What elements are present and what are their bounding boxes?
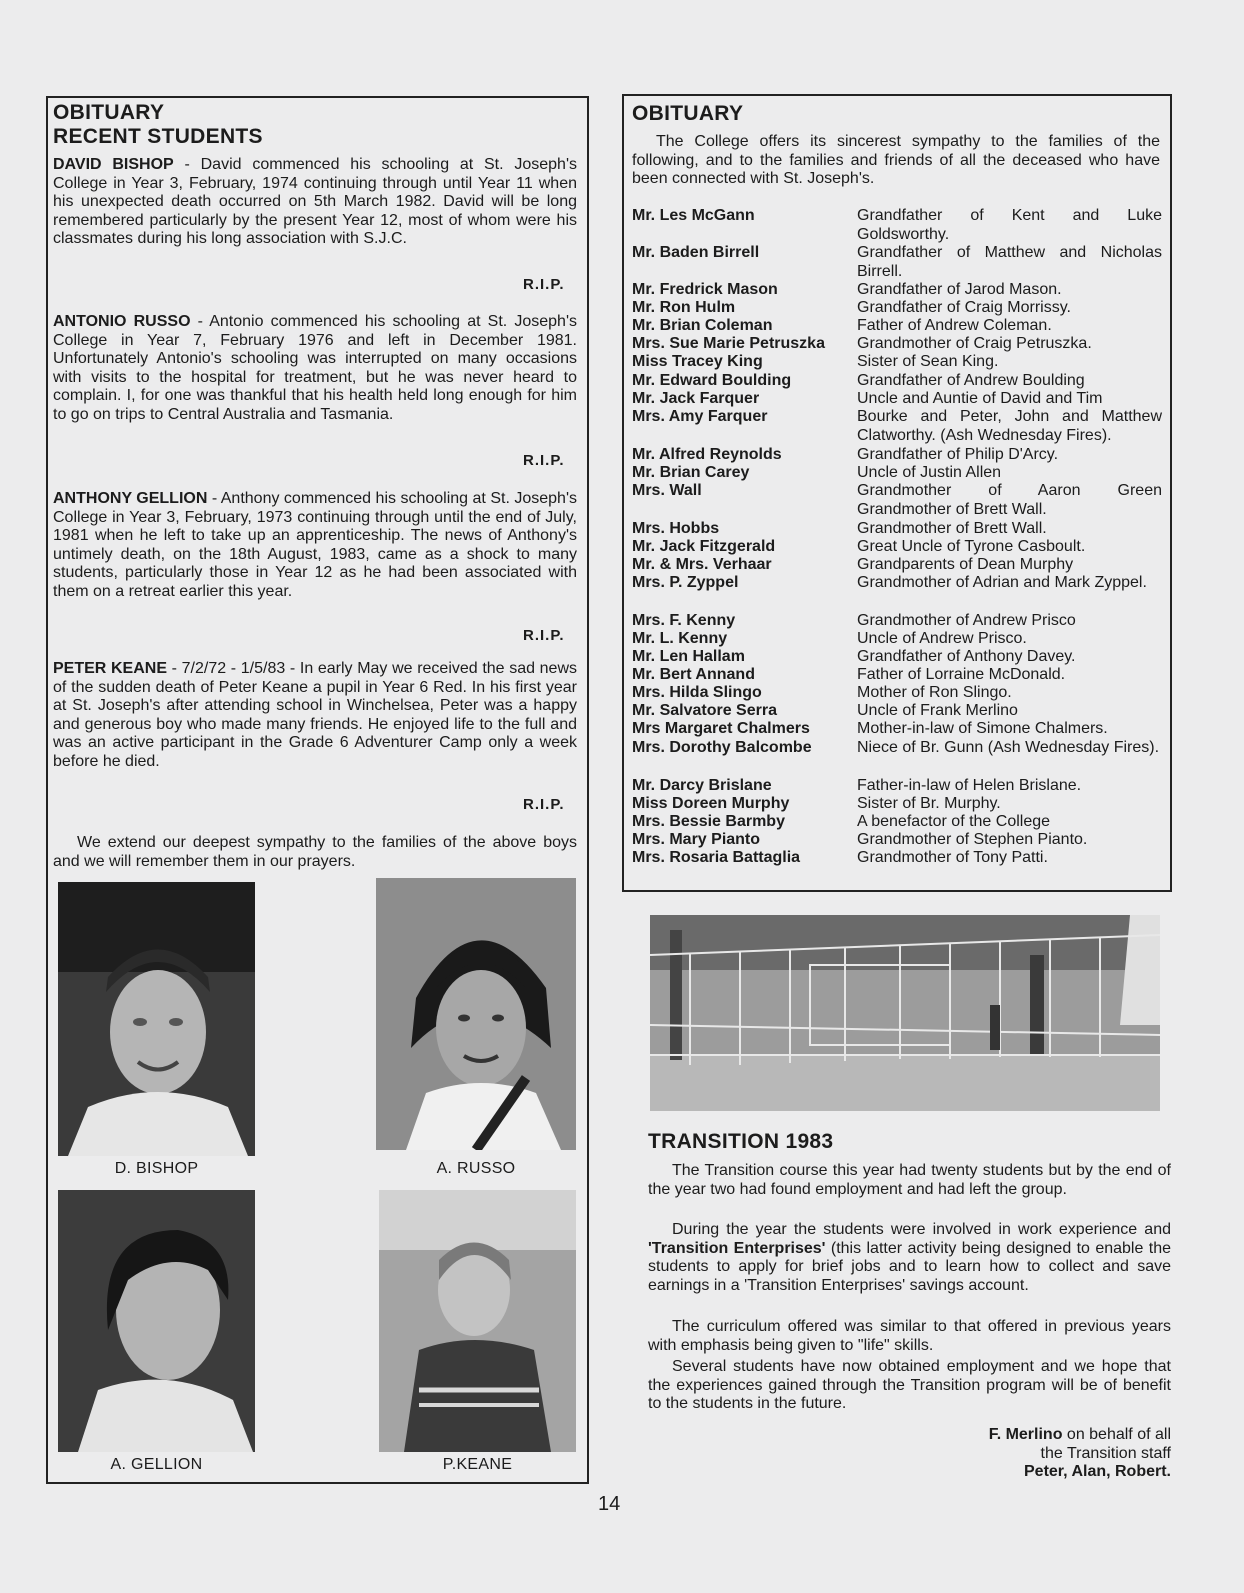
transition-p4: Several students have now obtained employment and we hope that the experiences gained through the Transition program will be of benefit to the students in the future.: [648, 1358, 1171, 1412]
obituary-relation: Uncle of Andrew Prisco.: [857, 630, 1027, 647]
left-title: [53, 101, 263, 149]
obituary-relation: Father of Lorraine McDonald.: [857, 666, 1066, 683]
entry-text: - David commenced his schooling at St. Joseph's College in Year 3, February, 1974 continuing through until Year 11 when his unexpected death occurred on 5th March 1982. David will be long remembered particularly by the present Year 12, most of whom were his classmates during his long association with S.J.C.: [53, 156, 577, 247]
obituary-name: Mr. L. Kenny: [632, 630, 728, 647]
obituary-name: Mr. Les McGann: [632, 207, 755, 224]
obituary-name: Mr. Jack Fitzgerald: [632, 538, 776, 555]
obituary-relation: Grandfather of Kent and Luke Goldsworthy.: [857, 207, 1162, 243]
obituary-relation: Grandfather of Jarod Mason.: [857, 281, 1062, 298]
obituary-name: Mrs. Wall: [632, 482, 702, 499]
obituary-name: Mr. Brian Coleman: [632, 317, 773, 334]
obituary-name: Mr. & Mrs. Verhaar: [632, 556, 772, 573]
right-intro: The College offers its sincerest sympathy to the families of the following, and to the families and friends of all the deceased who have been connected with St. Joseph's.: [632, 133, 1160, 187]
obituary-relation: Grandparents of Dean Murphy: [857, 556, 1074, 573]
obituary-name: Mrs. Hilda Slingo: [632, 684, 762, 701]
transition-p1: The Transition course this year had twenty students but by the end of the year two had found employment and had left the group.: [648, 1162, 1171, 1198]
tennis-court-image: [650, 915, 1160, 1111]
obituary-name: Mrs. Sue Marie Petruszka: [632, 335, 825, 352]
caption-keane: P.KEANE: [442, 1456, 513, 1473]
obituary-name: Mr. Baden Birrell: [632, 244, 760, 261]
entry-name: ANTONIO RUSSO: [53, 313, 191, 330]
entry-text: - Antonio commenced his schooling at St. Joseph's College in Year 7, February 1976 and left in December 1981. Unfortunately Antonio's schooling was interrupted on many occasions with visits to the hospital for treatment, but he was never heard to complain. I, for one was thankful that his health held long enough for him to go on trips to Central Australia and Tasmania.: [53, 313, 578, 423]
caption-russo: A. RUSSO: [436, 1160, 516, 1177]
obituary-relation: A benefactor of the College: [857, 813, 1051, 830]
obituary-relation: Uncle and Auntie of David and Tim: [857, 390, 1103, 407]
signature-name: F. Merlino: [988, 1426, 1063, 1443]
entry-text: - 7/2/72 - 1/5/83 - In early May we received the sad news of the sudden death of Peter Keane a pupil in Year 6 Red. In his first year at St. Joseph's after attending school in Winchelsea, Peter was a happy and generous boy who made many friends. He enjoyed life to the full and was an active participant in the Grade 6 Adventurer Camp only a week before he died.: [53, 660, 578, 770]
rip-label: R.I.P.: [523, 452, 565, 469]
transition-photo: [650, 915, 1160, 1111]
caption-bishop: D. BISHOP: [114, 1160, 199, 1177]
obituary-relation: Grandfather of Andrew Boulding: [857, 372, 1085, 389]
obituary-name: Mr. Ron Hulm: [632, 299, 736, 316]
obituary-name: Mr. Jack Farquer: [632, 390, 760, 407]
right-title: OBITUARY: [632, 102, 744, 125]
obituary-relation: Uncle of Justin Allen: [857, 464, 1002, 481]
obituary-name: Mrs Margaret Chalmers: [632, 720, 810, 737]
entry-name: ANTHONY GELLION: [53, 490, 208, 507]
obituary-name: Miss Doreen Murphy: [632, 795, 790, 812]
transition-p2-a: During the year the students were involved in work experience and: [672, 1221, 1171, 1238]
entry-russo: [53, 313, 577, 424]
obituary-relation: Mother of Ron Slingo.: [857, 684, 1012, 701]
page-number: 14: [598, 1493, 621, 1515]
obituary-relation: Great Uncle of Tyrone Casboult.: [857, 538, 1086, 555]
signature-line3: Peter, Alan, Robert.: [1024, 1463, 1171, 1480]
obituary-name: Mr. Brian Carey: [632, 464, 750, 481]
photo-bishop: [58, 882, 255, 1156]
obituary-name: Mrs. Mary Pianto: [632, 831, 761, 848]
obituary-name: Mrs. Bessie Barmby: [632, 813, 785, 830]
signature: [848, 1426, 1171, 1482]
obituary-relation: Bourke and Peter, John and Matthew Clatworthy. (Ash Wednesday Fires).: [857, 408, 1162, 444]
entry-text: - Anthony commenced his schooling at St. Joseph's College in Year 3, February, 1973 continuing through until the end of July, 1981 when he left to take up an apprenticeship. The news of Anthony's untimely death, on the 18th August, 1983, came as a shock to many students, particularly those in Year 12 as he had been associated with them on a retreat earlier this year.: [53, 490, 577, 600]
obituary-relation: Grandfather of Philip D'Arcy.: [857, 446, 1059, 463]
obituary-name: Mrs. Amy Farquer: [632, 408, 768, 425]
obituary-name: Mrs. Rosaria Battaglia: [632, 849, 801, 866]
rip-label: R.I.P.: [523, 796, 565, 813]
obituary-name: Mr. Salvatore Serra: [632, 702, 777, 719]
obituary-name: Mrs. P. Zyppel: [632, 574, 739, 591]
obituary-name: Mrs. Dorothy Balcombe: [632, 739, 812, 756]
portrait-image: [58, 882, 255, 1156]
entry-name: DAVID BISHOP: [53, 156, 174, 173]
signature-line1: [848, 1426, 1171, 1445]
obituary-name: Mrs. Hobbs: [632, 520, 720, 537]
obituary-relation: Grandfather of Matthew and Nicholas Birrell.: [857, 244, 1162, 280]
left-title-line2: RECENT STUDENTS: [53, 125, 263, 148]
obituary-name: Mr. Fredrick Mason: [632, 281, 778, 298]
obituary-name: Mr. Darcy Brislane: [632, 777, 772, 794]
entry-bishop: [53, 156, 577, 249]
obituary-relation: Grandmother of Andrew Prisco: [857, 612, 1076, 629]
left-title-line1: OBITUARY: [53, 101, 165, 124]
obituary-relation: Grandmother of Stephen Pianto.: [857, 831, 1088, 848]
obituary-relation: Grandfather of Anthony Davey.: [857, 648, 1076, 665]
entry-gellion: [53, 490, 577, 601]
photo-keane: [379, 1190, 576, 1452]
transition-p2-b: (this latter activity being designed to enable the students to apply for brief jobs and to learn how to collect and save earnings in a 'Transition Enterprises' savings account.: [648, 1239, 1172, 1294]
entry-keane: [53, 660, 577, 771]
obituary-relation: Father-in-law of Helen Brislane.: [857, 777, 1082, 794]
photo-gellion: [58, 1190, 255, 1452]
closing-text: We extend our deepest sympathy to the families of the above boys and we will remember them in our prayers.: [53, 834, 577, 870]
transition-p2: [648, 1221, 1171, 1295]
obituary-relation: Grandmother of Tony Patti.: [857, 849, 1048, 866]
portrait-image: [379, 1190, 576, 1452]
obituary-relation: Grandmother of Brett Wall.: [857, 520, 1047, 537]
obituary-relation: Uncle of Frank Merlino: [857, 702, 1018, 719]
portrait-image: [58, 1190, 255, 1452]
obituary-name: Mr. Edward Boulding: [632, 372, 792, 389]
obituary-relation: Father of Andrew Coleman.: [857, 317, 1052, 334]
obituary-name: Mrs. F. Kenny: [632, 612, 736, 629]
obituary-relation: Mother-in-law of Simone Chalmers.: [857, 720, 1108, 737]
obituary-relation: Sister of Sean King.: [857, 353, 999, 370]
obituary-relation: Grandfather of Craig Morrissy.: [857, 299, 1071, 316]
caption-gellion: A. GELLION: [110, 1456, 203, 1473]
obituary-relation: Niece of Br. Gunn (Ash Wednesday Fires).: [857, 739, 1160, 756]
obituary-name: Mr. Bert Annand: [632, 666, 755, 683]
obituary-name: Miss Tracey King: [632, 353, 763, 370]
obituary-list: [622, 207, 1172, 887]
obituary-name: Mr. Alfred Reynolds: [632, 446, 782, 463]
entry-name: PETER KEANE: [53, 660, 168, 677]
photo-russo: [376, 878, 576, 1150]
signature-rest: on behalf of all: [1062, 1426, 1171, 1443]
transition-p3: The curriculum offered was similar to that offered in previous years with emphasis being given to "life" skills.: [648, 1318, 1171, 1354]
obituary-relation: Grandmother of Aaron Green Grandmother of Brett Wall.: [857, 482, 1162, 518]
transition-title: TRANSITION 1983: [648, 1130, 834, 1153]
signature-line2: the Transition staff: [1040, 1444, 1171, 1462]
obituary-relation: Sister of Br. Murphy.: [857, 795, 1001, 812]
obituary-relation: Grandmother of Craig Petruszka.: [857, 335, 1092, 352]
rip-label: R.I.P.: [523, 276, 565, 293]
transition-enterprises-bold: 'Transition Enterprises': [648, 1239, 826, 1257]
rip-label: R.I.P.: [523, 627, 565, 644]
obituary-name: Mr. Len Hallam: [632, 648, 745, 665]
portrait-image: [376, 878, 576, 1150]
obituary-relation: Grandmother of Adrian and Mark Zyppel.: [857, 574, 1147, 591]
